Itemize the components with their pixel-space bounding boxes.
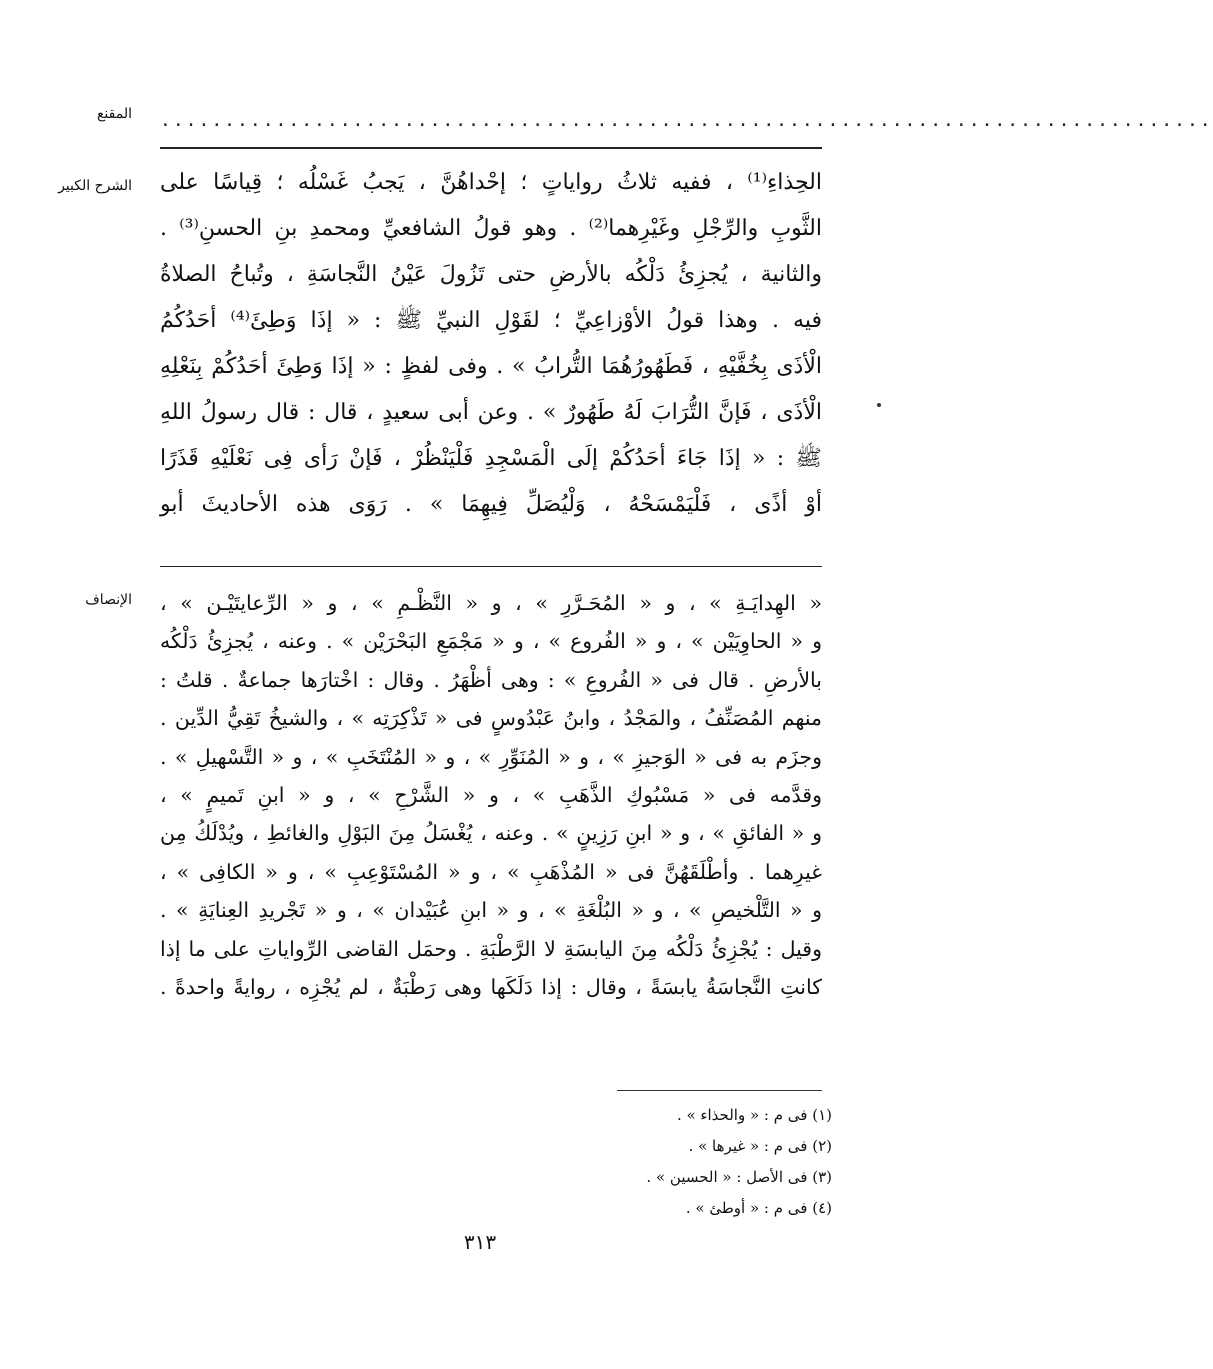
margin-label-muqni: المقنع bbox=[96, 106, 132, 122]
sharh-line: الْأذَى ، فَإنَّ التُّرَابَ لَهُ طَهُورٌ » . وعن أبى سعيدٍ ، قال : قال رسولُ اللهِ bbox=[160, 400, 822, 425]
insaf-line: « الهِدايَـةِ » ، و « المُحَـرَّرِ » ، و « النَّظْـمِ » ، و « الرِّعايتَيْـن » ، bbox=[160, 591, 822, 615]
footnote: (٢) فى م : « غيرها » . bbox=[688, 1137, 832, 1155]
insaf-line: و « الحاوِيَيْن » ، و « الفُروع » ، و « مَجْمَعِ البَحْرَيْن » . وعنه ، يُجزِئُ دَلْكُه bbox=[160, 629, 822, 654]
insaf-line: وقدَّمه فى « مَسْبُوكِ الذَّهَبِ » ، و « الشَّرْحِ » ، و « ابنِ تَميمٍ » ، bbox=[160, 782, 822, 807]
sharh-line: الْأذَى بِخُفَّيْهِ ، فَطَهُورُهُمَا التُّرابُ » . وفى لفظٍ : « إذَا وَطِئَ أحَدُكُمْ بِنَعْلِهِ bbox=[160, 354, 822, 379]
sharh-line: ﷺ : « إذَا جَاءَ أحَدُكُمْ إلَى الْمَسْجِدِ فَلْيَنْظُرْ ، فَإنْ رَأى فِى نَعْلَيْهِ قَذَرًا bbox=[160, 446, 822, 471]
insaf-line: و « الفائقِ » ، و « ابنِ رَزِينٍ » . وعنه ، يُغْسَلُ مِنَ البَوْلِ والغائطِ ، ويُدْلَكُ مِن bbox=[160, 821, 822, 846]
footnotes bbox=[646, 1100, 832, 1224]
insaf-line: وقيل : يُجْزِئُ دَلْكُه مِنَ اليابسَةِ لا الرَّطْبَةِ . وحمَل القاضى الرِّواياتِ على ما إذا bbox=[160, 936, 822, 961]
footnote: (١) فى م : « والحذاء » . bbox=[676, 1106, 832, 1124]
footnote: (٣) فى الأصل : « الحسين » . bbox=[646, 1168, 832, 1186]
sharh-line: الحِذاءِ⁽¹⁾ ، ففيه ثلاثُ رواياتٍ ؛ إحْداهُنَّ ، يَجبُ غَسْلُه ؛ قِياسًا على bbox=[160, 170, 822, 195]
footnote-rule bbox=[617, 1090, 822, 1091]
sharh-line: والثانية ، يُجزِئُ دَلْكُه بالأرضِ حتى تَزُولَ عَيْنُ النَّجاسَةِ ، وتُباحُ الصلاةُ bbox=[160, 262, 822, 287]
footnote: (٤) فى م : « أوطئ » . bbox=[685, 1199, 832, 1217]
page-number: ٣١٣ bbox=[463, 1230, 497, 1254]
sharh-text-block bbox=[160, 160, 822, 528]
insaf-line: منهم المُصَنِّفُ ، والمَجْدُ ، وابنُ عَبْدُوسٍ فى « تَذْكِرَتِه » ، والشيخُ تَقِيُّ الدِّين . bbox=[160, 706, 822, 731]
margin-label-sharh: الشرح الكبير bbox=[58, 178, 132, 194]
margin-label-insaf: الإنصاف bbox=[85, 592, 132, 608]
insaf-line: وجزَم به فى « الوَجيزِ » ، و « المُنَوِّرِ » ، و « المُنْتَخَبِ » ، و « التَّسْهيلِ » . bbox=[160, 744, 822, 769]
section-divider-rule bbox=[160, 566, 822, 567]
insaf-line: غيرِهما . وأطْلَقَهُنَّ فى « المُذْهَبِ » ، و « المُسْتَوْعِبِ » ، و « الكافِى » ، bbox=[160, 859, 822, 884]
sharh-line: أوْ أذًى ، فَلْيَمْسَحْهُ ، وَلْيُصَلِّ فِيهِمَا » . رَوَى هذه الأحاديثَ أبو bbox=[160, 492, 822, 517]
insaf-line: و « التَّلْخيصِ » ، و « البُلْغَةِ » ، و « ابنِ عُبَيْدان » ، و « تَجْريدِ العِنايَةِ » . bbox=[160, 898, 822, 923]
insaf-text-block bbox=[160, 584, 822, 1006]
dotted-leader: .................................................................................. bbox=[160, 110, 1213, 131]
insaf-line: بالأرضِ . قال فى « الفُروعِ » : وهى أظْهَرُ . وقال : اخْتارَها جماعةٌ . قلتُ : bbox=[160, 667, 822, 692]
sharh-line: الثَّوبِ والرِّجْلِ وغَيْرِهما⁽²⁾ . وهو قولُ الشافعيِّ ومحمدِ بنِ الحسنِ⁽³⁾ . bbox=[160, 216, 822, 241]
sharh-line: فيه . وهذا قولُ الأوْزاعِيِّ ؛ لقَوْلِ النبيِّ ﷺ : « إذَا وَطِئَ⁽⁴⁾ أحَدُكُمُ bbox=[160, 308, 823, 333]
header-rule bbox=[160, 147, 822, 149]
insaf-line: كانتِ النَّجاسَةُ يابسَةً ، وقال : إذا دَلَكَها وهى رَطْبَةٌ ، لم يُجْزِه ، روايةً واحدةً . bbox=[160, 974, 822, 999]
stray-ink-dot bbox=[877, 403, 881, 407]
